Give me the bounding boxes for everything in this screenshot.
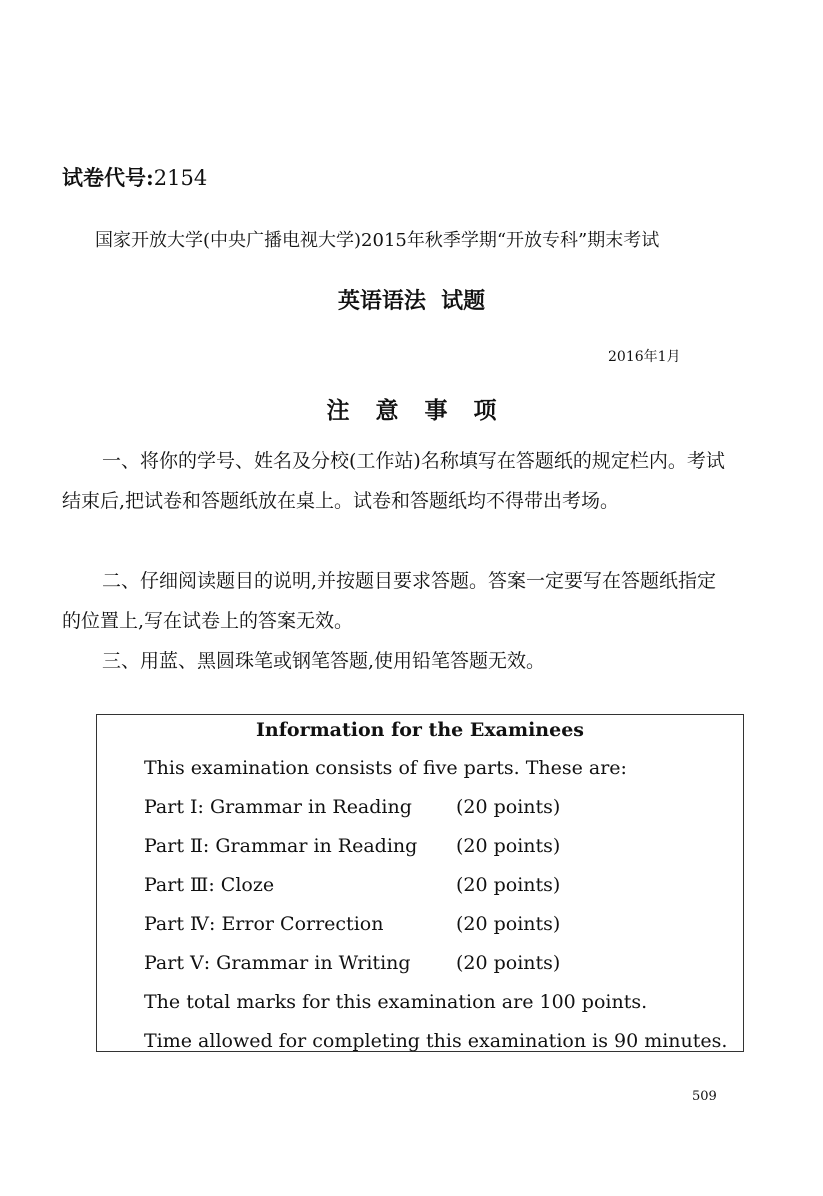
info-title: Information for the Examinees xyxy=(256,719,584,741)
part-row xyxy=(144,835,560,857)
part-row xyxy=(144,913,560,935)
part-label: Part Ⅰ: Grammar in Reading xyxy=(144,796,412,818)
info-intro: This examination consists of five parts. These are: xyxy=(144,757,627,779)
part-points: (20 points) xyxy=(456,952,561,974)
part-label: Part Ⅲ: Cloze xyxy=(144,874,275,896)
part-points: (20 points) xyxy=(456,913,561,935)
paper-code xyxy=(62,162,207,192)
part-label: Part Ⅱ: Grammar in Reading xyxy=(144,835,418,857)
exam-title: 国家开放大学(中央广播电视大学)2015年秋季学期“开放专科”期末考试 xyxy=(95,230,660,251)
part-row xyxy=(144,874,560,896)
exam-date: 2016年1月 xyxy=(608,349,681,365)
notice-title: 注意事项 xyxy=(326,397,523,424)
subject-title: 英语语法 试题 xyxy=(337,288,486,314)
info-total: The total marks for this examination are 100 points. xyxy=(144,991,648,1013)
part-label: Part Ⅳ: Error Correction xyxy=(144,913,384,935)
examinee-info-box xyxy=(96,714,744,1052)
paper-code-number: 2154 xyxy=(153,166,208,190)
info-time: Time allowed for completing this examination is 90 minutes. xyxy=(144,1030,728,1052)
part-points: (20 points) xyxy=(456,874,561,896)
page-number: 509 xyxy=(692,1089,717,1104)
notice-item-2: 二、仔细阅读题目的说明,并按题目要求答题。答案一定要写在答题纸指定的位置上,写在试卷上的答案无效。 xyxy=(62,570,717,632)
part-row xyxy=(144,796,560,818)
part-points: (20 points) xyxy=(456,835,561,857)
part-row xyxy=(144,952,560,974)
notice-item-3: 三、用蓝、黑圆珠笔或钢笔答题,使用铅笔答题无效。 xyxy=(102,650,546,672)
notice-item-1: 一、将你的学号、姓名及分校(工作站)名称填写在答题纸的规定栏内。考试结束后,把试卷和答题纸放在桌上。试卷和答题纸均不得带出考场。 xyxy=(62,450,725,512)
paper-code-label: 试卷代号: xyxy=(62,165,154,190)
part-points: (20 points) xyxy=(456,796,561,818)
part-label: Part Ⅴ: Grammar in Writing xyxy=(144,952,411,974)
